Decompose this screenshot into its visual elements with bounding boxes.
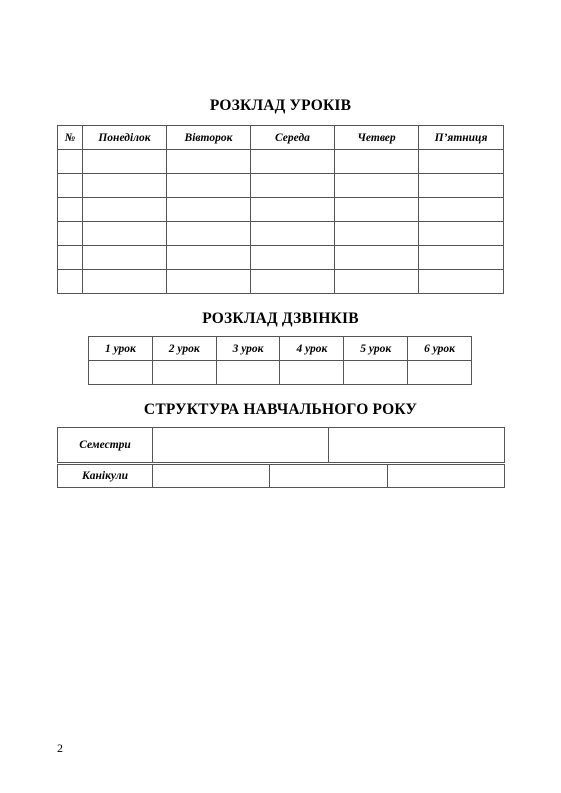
lessons-cell — [419, 246, 504, 270]
lessons-cell — [251, 246, 335, 270]
lessons-cell — [83, 246, 167, 270]
bells-header-row — [89, 337, 472, 361]
lessons-cell — [58, 150, 83, 174]
lessons-cell — [167, 150, 251, 174]
lessons-header-row — [58, 126, 504, 150]
lessons-cell — [83, 174, 167, 198]
lessons-cell — [251, 150, 335, 174]
lessons-cell — [335, 198, 419, 222]
bells-title: РОЗКЛАД ДЗВІНКІВ — [202, 310, 359, 327]
lessons-cell — [58, 246, 83, 270]
lessons-cell — [58, 198, 83, 222]
lessons-cell — [58, 174, 83, 198]
semesters-row — [58, 428, 505, 463]
lessons-col-friday: П’ятниця — [419, 126, 504, 150]
bells-col-4: 4 урок — [280, 337, 344, 361]
lessons-cell — [58, 222, 83, 246]
lessons-cell — [83, 198, 167, 222]
lessons-cell — [335, 270, 419, 294]
lessons-col-wednesday: Середа — [251, 126, 335, 150]
lessons-col-number: № — [58, 126, 83, 150]
bells-table — [88, 336, 472, 385]
semesters-table — [57, 427, 505, 463]
lessons-col-monday: Понеділок — [83, 126, 167, 150]
lessons-cell — [251, 270, 335, 294]
lessons-title: РОЗКЛАД УРОКІВ — [209, 97, 352, 114]
lessons-cell — [335, 150, 419, 174]
holidays-label: Канікули — [58, 465, 153, 488]
lessons-cell — [167, 270, 251, 294]
semester-cell — [329, 428, 505, 463]
lessons-row — [58, 174, 504, 198]
lessons-cell — [83, 150, 167, 174]
bells-col-2: 2 урок — [152, 337, 216, 361]
bells-cell — [408, 361, 472, 385]
lessons-row — [58, 246, 504, 270]
lessons-cell — [251, 222, 335, 246]
bells-cell — [344, 361, 408, 385]
bells-cell — [89, 361, 153, 385]
holiday-cell — [153, 465, 270, 488]
year-title: СТРУКТУРА НАВЧАЛЬНОГО РОКУ — [143, 401, 418, 418]
lessons-col-thursday: Четвер — [335, 126, 419, 150]
bells-col-5: 5 урок — [344, 337, 408, 361]
lessons-cell — [335, 246, 419, 270]
bells-col-6: 6 урок — [408, 337, 472, 361]
bells-cell — [280, 361, 344, 385]
page-number: 2 — [57, 741, 63, 755]
lessons-row — [58, 270, 504, 294]
semester-cell — [153, 428, 329, 463]
holiday-cell — [270, 465, 387, 488]
lessons-cell — [419, 150, 504, 174]
lessons-cell — [419, 270, 504, 294]
lessons-cell — [335, 174, 419, 198]
lessons-cell — [167, 174, 251, 198]
bells-col-3: 3 урок — [216, 337, 280, 361]
lessons-cell — [58, 270, 83, 294]
semesters-label: Семестри — [58, 428, 153, 463]
holidays-table — [57, 464, 505, 488]
lessons-cell — [83, 222, 167, 246]
lessons-cell — [167, 198, 251, 222]
holiday-cell — [387, 465, 504, 488]
lessons-row — [58, 150, 504, 174]
lessons-cell — [419, 222, 504, 246]
holidays-row — [58, 465, 505, 488]
lessons-row — [58, 198, 504, 222]
lessons-cell — [167, 222, 251, 246]
lessons-col-tuesday: Вівторок — [167, 126, 251, 150]
lessons-cell — [83, 270, 167, 294]
lessons-cell — [419, 174, 504, 198]
lessons-cell — [251, 198, 335, 222]
lessons-cell — [335, 222, 419, 246]
bells-cell — [216, 361, 280, 385]
lessons-row — [58, 222, 504, 246]
lessons-cell — [251, 174, 335, 198]
lessons-cell — [167, 246, 251, 270]
lessons-table — [57, 125, 504, 294]
lessons-body — [58, 150, 504, 294]
bells-col-1: 1 урок — [89, 337, 153, 361]
lessons-cell — [419, 198, 504, 222]
bells-row — [89, 361, 472, 385]
bells-cell — [152, 361, 216, 385]
